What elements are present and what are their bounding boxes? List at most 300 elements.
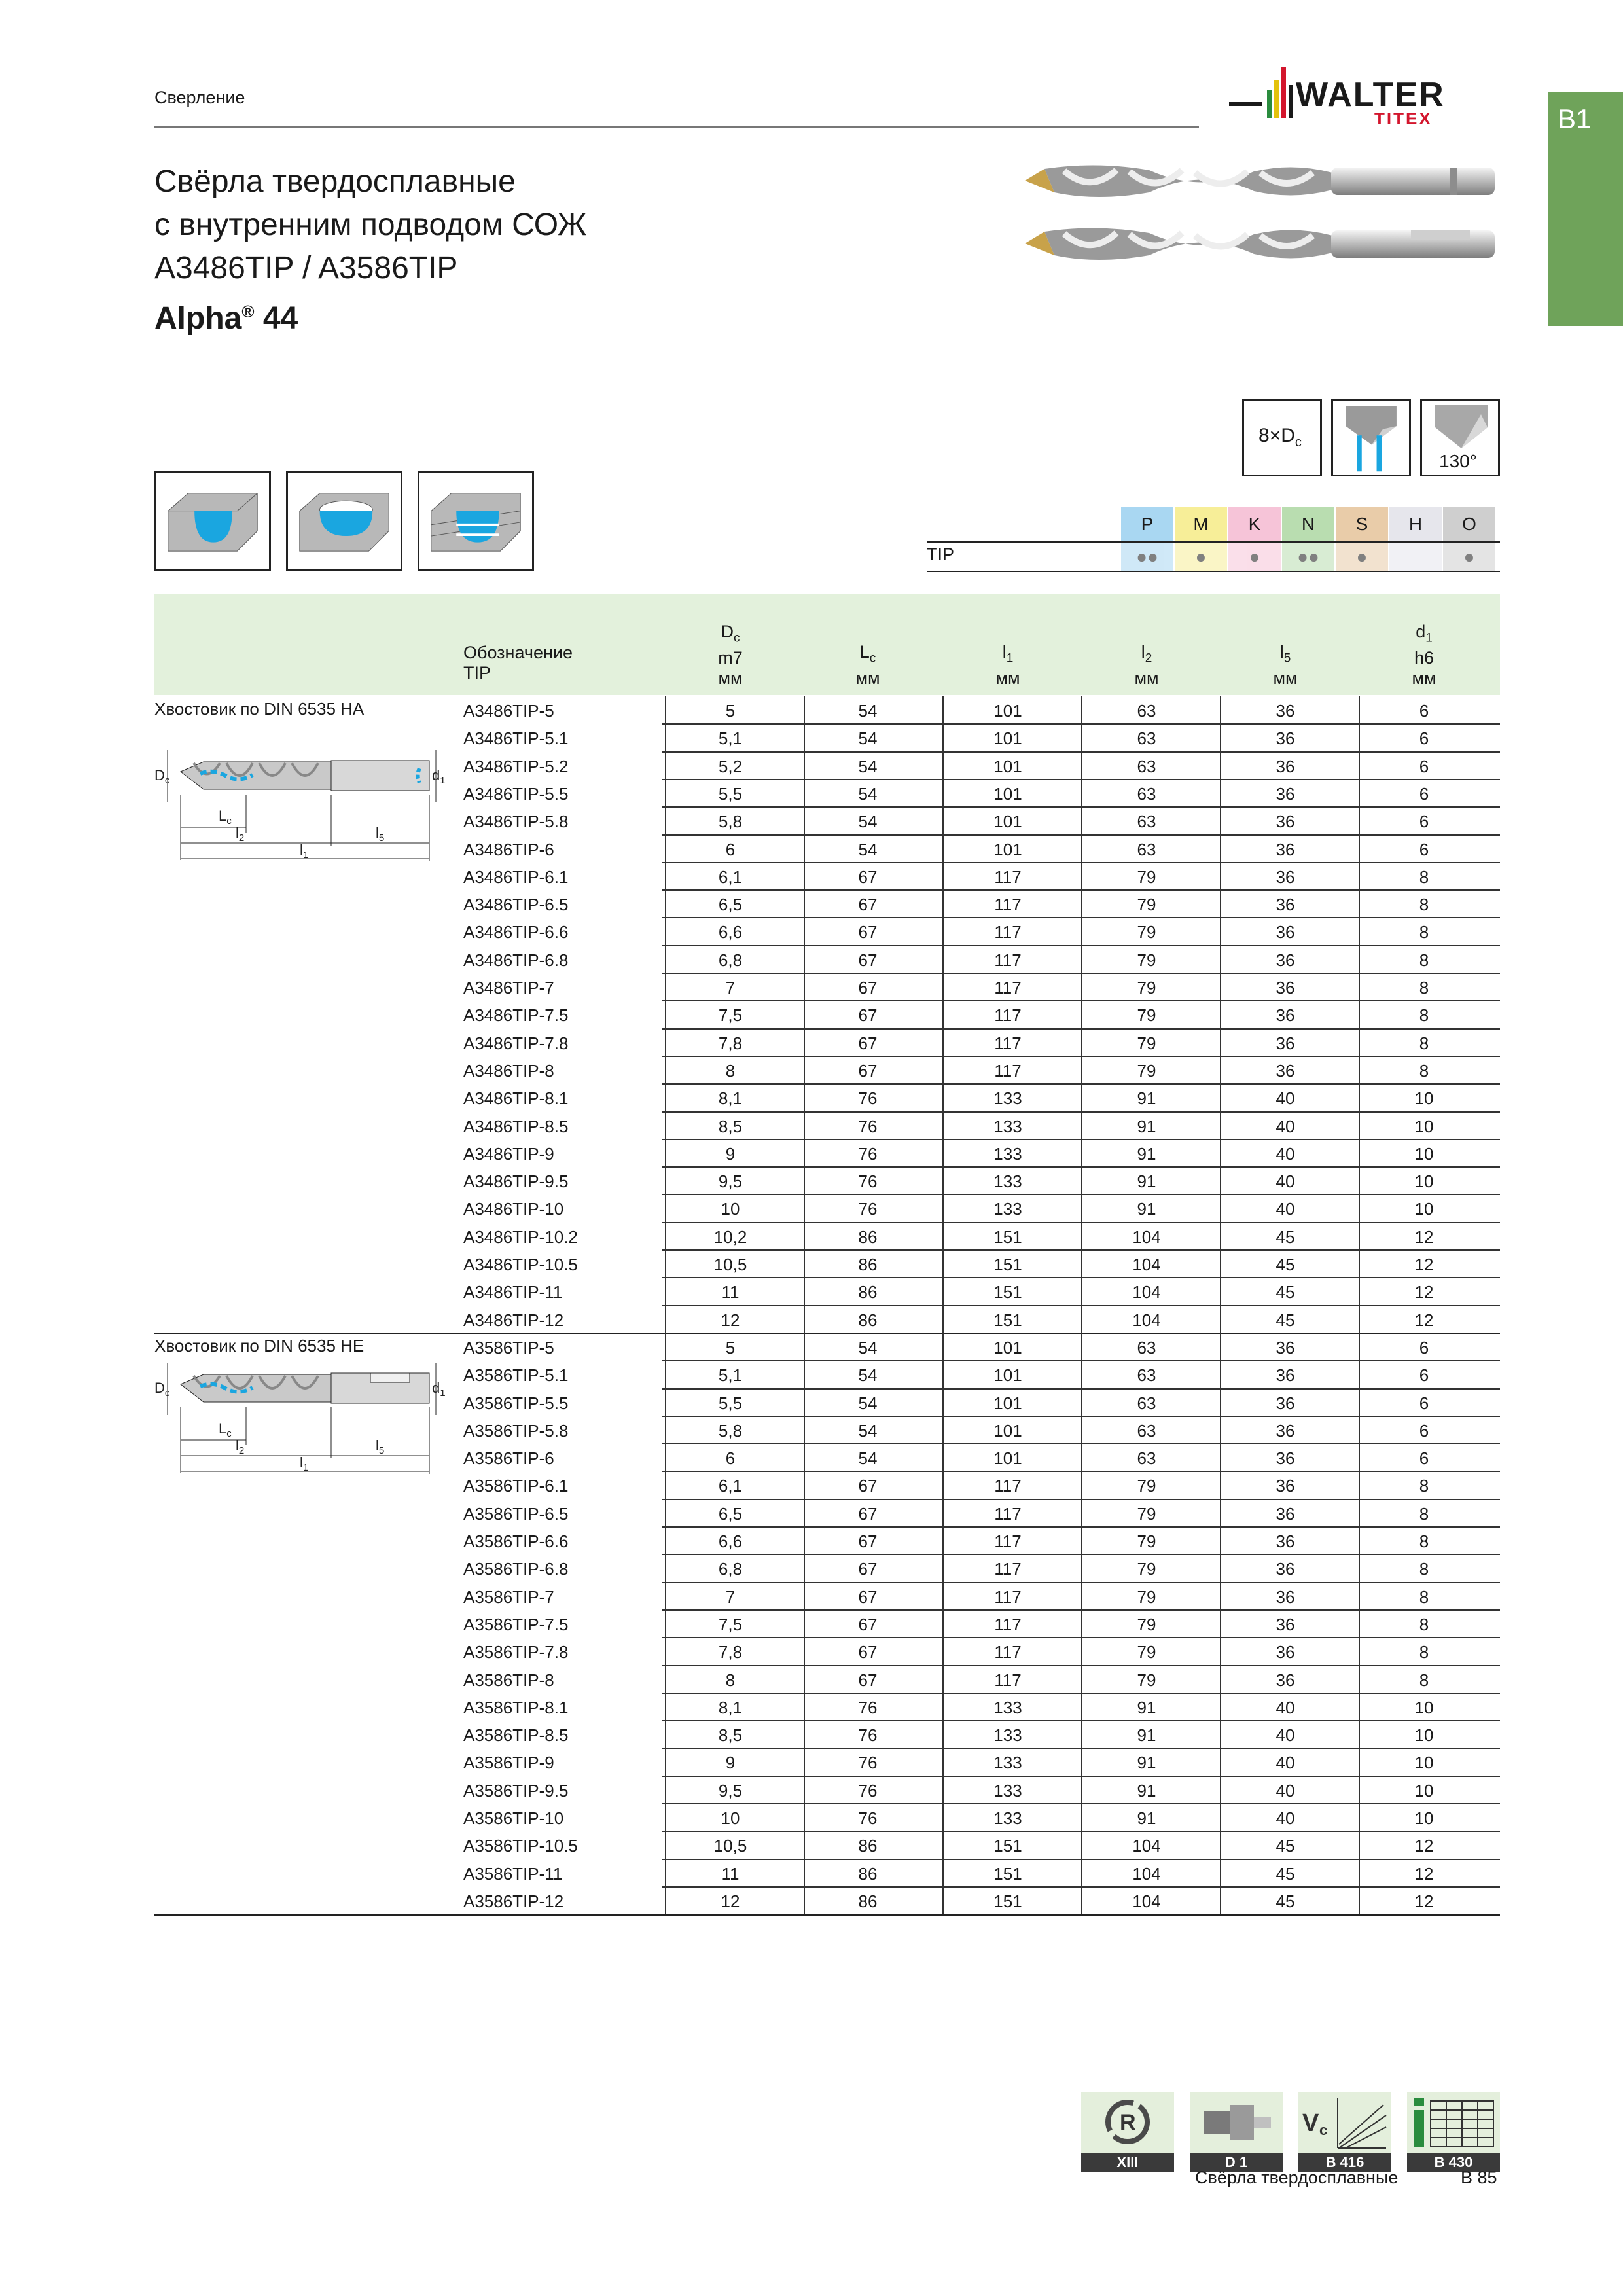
cell-designation: A3586TIP-6.6 <box>463 1532 569 1551</box>
cell-value: 151 <box>993 1227 1022 1247</box>
cell-designation: A3486TIP-5.2 <box>463 756 569 776</box>
col-l1-header: $l_1$ мм <box>995 642 1020 689</box>
column-rule <box>1220 1333 1221 1914</box>
cell-value: 36 <box>1275 1420 1295 1441</box>
table-header <box>154 594 1500 695</box>
cell-value: 54 <box>858 1337 878 1357</box>
cell-value: 40 <box>1275 1808 1295 1828</box>
cell-value: 12 <box>1414 1836 1434 1856</box>
section-label: Сверление <box>154 88 245 107</box>
cell-value: 5,1 <box>718 1365 743 1386</box>
cell-designation: A3586TIP-5 <box>463 1337 554 1357</box>
cell-value: 6 <box>725 839 736 859</box>
cell-designation: A3586TIP-6.8 <box>463 1559 569 1579</box>
cell-designation: A3486TIP-8 <box>463 1060 554 1081</box>
cell-value: 76 <box>858 1780 878 1801</box>
cell-value: 36 <box>1275 1476 1295 1496</box>
cell-value: 67 <box>858 895 878 915</box>
cell-value: 91 <box>1137 1697 1156 1717</box>
dimension-diagram-he <box>154 1361 449 1499</box>
cell-designation: A3586TIP-7 <box>463 1587 554 1607</box>
column-rule <box>1220 696 1221 1333</box>
svg-text:l2: $l_2$ <box>236 1437 245 1456</box>
material-row-label: TIP <box>927 545 955 564</box>
svg-text:Dc: $D_c$ <box>154 1380 170 1399</box>
cell-value: 36 <box>1275 756 1295 776</box>
cell-value: 76 <box>858 1808 878 1828</box>
tool-holder-link[interactable]: D 1 <box>1190 2092 1283 2172</box>
cell-value: 91 <box>1137 1143 1156 1164</box>
table-row <box>154 973 1500 1001</box>
cell-value: 104 <box>1132 1227 1161 1247</box>
column-rule <box>1081 1333 1082 1914</box>
cell-value: 63 <box>1137 728 1156 749</box>
cell-value: 63 <box>1137 812 1156 832</box>
cell-value: 63 <box>1137 1448 1156 1469</box>
table-row <box>154 1029 1500 1056</box>
cell-designation: A3586TIP-6.5 <box>463 1503 569 1524</box>
table-row <box>154 1638 1500 1665</box>
cell-value: 36 <box>1275 839 1295 859</box>
cell-value: 101 <box>993 756 1022 776</box>
cell-value: 117 <box>994 895 1022 915</box>
table-row <box>154 1167 1500 1194</box>
cell-value: 79 <box>1137 950 1156 970</box>
cell-value: 40 <box>1275 1725 1295 1746</box>
cell-value: 45 <box>1275 1863 1295 1884</box>
table-row <box>154 1831 1500 1859</box>
info-table-icon <box>1407 2092 1500 2153</box>
regrind-icon <box>1081 2092 1174 2153</box>
cell-value: 101 <box>993 1365 1022 1386</box>
cell-value: 6 <box>1419 1448 1429 1469</box>
cell-value: 5,5 <box>718 783 743 804</box>
cell-value: 8 <box>1419 895 1429 915</box>
col-d1-header: $d_1$ h6 мм <box>1412 622 1436 689</box>
cell-value: 8 <box>1419 1503 1429 1524</box>
cell-value: 10 <box>1414 1116 1434 1136</box>
cell-designation: A3486TIP-10 <box>463 1199 564 1219</box>
cell-value: 67 <box>858 1559 878 1579</box>
cell-value: 63 <box>1137 756 1156 776</box>
column-rule <box>665 696 666 1333</box>
cell-value: 133 <box>993 1088 1022 1109</box>
cell-value: 45 <box>1275 1891 1295 1911</box>
cell-value: 6 <box>1419 1420 1429 1441</box>
material-group-h: H <box>1389 507 1442 541</box>
cell-value: 6 <box>1419 728 1429 749</box>
cell-value: 10 <box>1414 1088 1434 1109</box>
cell-value: 7,8 <box>718 1033 743 1053</box>
table-row <box>154 1223 1500 1250</box>
cell-value: 86 <box>858 1255 878 1274</box>
cell-value: 10 <box>1414 1199 1434 1219</box>
cell-value: 117 <box>994 1060 1022 1081</box>
cell-designation: A3486TIP-6.6 <box>463 922 569 942</box>
cell-value: 63 <box>1137 701 1156 721</box>
cell-value: 76 <box>858 1116 878 1136</box>
cell-value: 6 <box>1419 839 1429 859</box>
cell-value: 8 <box>725 1060 736 1081</box>
cell-value: 91 <box>1137 1808 1156 1828</box>
cell-value: 12 <box>721 1310 740 1330</box>
cell-value: 8,1 <box>718 1088 743 1109</box>
cell-designation: A3486TIP-11 <box>463 1282 563 1302</box>
column-rule <box>804 1333 805 1914</box>
svg-text:d1: $d_1$ <box>432 1380 446 1399</box>
cell-value: 91 <box>1137 1725 1156 1746</box>
cell-value: 7,8 <box>718 1642 743 1662</box>
svg-text:WALTER: WALTER <box>1296 76 1445 114</box>
cell-value: 40 <box>1275 1088 1295 1109</box>
cell-value: 101 <box>993 812 1022 832</box>
cell-value: 117 <box>994 1642 1022 1662</box>
cell-value: 86 <box>858 1863 878 1884</box>
cell-value: 104 <box>1132 1891 1161 1911</box>
cell-designation: A3486TIP-10.2 <box>463 1227 578 1247</box>
table-row <box>154 1194 1500 1222</box>
cell-value: 40 <box>1275 1116 1295 1136</box>
title-line-2: с внутренним подводом СОЖ <box>154 207 587 242</box>
svg-text:d1: $d_1$ <box>432 767 446 786</box>
col-l2-header: $l_2$ мм <box>1134 642 1159 689</box>
table-row <box>154 696 1500 724</box>
cell-value: 104 <box>1132 1255 1161 1274</box>
cell-value: 117 <box>994 922 1022 942</box>
cell-value: 6 <box>1419 701 1429 721</box>
svg-text:l2: $l_2$ <box>236 825 245 844</box>
cell-value: 91 <box>1137 1753 1156 1773</box>
cell-value: 6,6 <box>718 922 743 942</box>
cell-value: 36 <box>1275 1393 1295 1413</box>
cell-value: 63 <box>1137 1393 1156 1413</box>
material-group-s: S <box>1336 507 1388 541</box>
col-l5-header: $l_5$ мм <box>1273 642 1298 689</box>
table-row <box>154 1001 1500 1028</box>
cell-value: 86 <box>858 1836 878 1856</box>
cell-value: 117 <box>994 867 1022 887</box>
cell-value: 40 <box>1275 1697 1295 1717</box>
cell-value: 36 <box>1275 1559 1295 1579</box>
cell-value: 86 <box>858 1227 878 1247</box>
cell-value: 8,5 <box>718 1116 743 1136</box>
cell-designation: A3486TIP-6 <box>463 839 554 859</box>
svg-text:V: V <box>1302 2109 1319 2137</box>
cell-value: 91 <box>1137 1199 1156 1219</box>
cell-value: 10 <box>721 1199 740 1219</box>
cell-value: 9 <box>725 1753 736 1773</box>
cell-value: 5 <box>725 701 736 721</box>
cell-value: 79 <box>1137 895 1156 915</box>
material-suitability-o: ● <box>1443 543 1495 571</box>
material-suitability-p: ●● <box>1121 543 1173 571</box>
svg-text:R: R <box>1120 2110 1136 2135</box>
shank-group-label: Хвостовик по DIN 6535 HE <box>154 1335 365 1355</box>
length-ratio-badge: $8\times D_c$ <box>1242 399 1322 476</box>
cell-value: 36 <box>1275 812 1295 832</box>
cell-designation: A3486TIP-6.1 <box>463 867 569 887</box>
cell-value: 67 <box>858 1670 878 1690</box>
cell-designation: A3486TIP-5.5 <box>463 783 569 804</box>
cell-value: 133 <box>993 1199 1022 1219</box>
cell-value: 117 <box>994 1670 1022 1690</box>
cell-value: 8 <box>1419 1033 1429 1053</box>
cell-value: 8 <box>1419 1005 1429 1026</box>
cell-value: 9 <box>725 1143 736 1164</box>
column-rule <box>942 1333 944 1914</box>
cell-value: 79 <box>1137 1476 1156 1496</box>
svg-text:Lc: $L_c$ <box>219 808 232 827</box>
cell-value: 151 <box>993 1255 1022 1274</box>
material-group-m: M <box>1175 507 1227 541</box>
cell-value: 117 <box>994 1005 1022 1026</box>
cell-value: 6,5 <box>718 895 743 915</box>
table-row <box>154 1776 1500 1804</box>
cell-value: 63 <box>1137 1365 1156 1386</box>
cell-designation: A3486TIP-6.5 <box>463 895 569 915</box>
cell-value: 6,6 <box>718 1532 743 1551</box>
cell-value: 12 <box>1414 1227 1434 1247</box>
cell-value: 36 <box>1275 1503 1295 1524</box>
title-line-1: Свёрла твердосплавные <box>154 164 516 199</box>
cell-designation: A3586TIP-5.5 <box>463 1393 569 1413</box>
column-rule <box>942 696 944 1333</box>
svg-text:Lc: $L_c$ <box>219 1420 232 1439</box>
cell-value: 86 <box>858 1310 878 1330</box>
cell-value: 117 <box>994 1033 1022 1053</box>
cell-value: 79 <box>1137 1033 1156 1053</box>
walter-titex-logo <box>1229 60 1504 132</box>
cell-value: 91 <box>1137 1172 1156 1192</box>
cell-designation: A3586TIP-10.5 <box>463 1836 578 1856</box>
col-lc-header: $L_c$ мм <box>855 642 880 689</box>
cell-value: 8 <box>725 1670 736 1690</box>
cell-value: 67 <box>858 1587 878 1607</box>
cell-value: 79 <box>1137 867 1156 887</box>
material-group-p: P <box>1121 507 1173 541</box>
cell-value: 151 <box>993 1282 1022 1302</box>
cell-value: 76 <box>858 1143 878 1164</box>
cell-value: 36 <box>1275 950 1295 970</box>
cell-value: 133 <box>993 1143 1022 1164</box>
cell-value: 10 <box>1414 1808 1434 1828</box>
cell-value: 54 <box>858 839 878 859</box>
cell-value: 36 <box>1275 1005 1295 1026</box>
cell-value: 117 <box>994 1476 1022 1496</box>
cell-value: 63 <box>1137 1337 1156 1357</box>
cell-value: 40 <box>1275 1143 1295 1164</box>
cell-value: 101 <box>993 1393 1022 1413</box>
cell-value: 10,5 <box>713 1836 747 1856</box>
cell-value: 36 <box>1275 895 1295 915</box>
cell-value: 8 <box>1419 922 1429 942</box>
cell-value: 36 <box>1275 1642 1295 1662</box>
svg-text:l5: $l_5$ <box>376 825 385 844</box>
cell-value: 7 <box>725 978 736 997</box>
svg-text:c: c <box>1319 2122 1328 2138</box>
internal-coolant-icon <box>1331 399 1411 476</box>
table-row <box>154 1084 1500 1111</box>
cell-value: 76 <box>858 1199 878 1219</box>
cell-value: 117 <box>994 1503 1022 1524</box>
cell-designation: A3486TIP-7.8 <box>463 1033 569 1053</box>
cell-value: 6 <box>1419 783 1429 804</box>
cell-value: 91 <box>1137 1088 1156 1109</box>
cell-designation: A3486TIP-8.5 <box>463 1116 569 1136</box>
cell-value: 63 <box>1137 839 1156 859</box>
info-table-link[interactable]: B 430 <box>1407 2092 1500 2172</box>
table-row <box>154 1666 1500 1693</box>
column-rule <box>804 696 805 1333</box>
cell-value: 7 <box>725 1587 736 1607</box>
cell-value: 133 <box>993 1172 1022 1192</box>
table-row <box>154 1527 1500 1554</box>
cell-value: 36 <box>1275 783 1295 804</box>
cell-value: 40 <box>1275 1780 1295 1801</box>
cell-designation: A3586TIP-10 <box>463 1808 564 1828</box>
cell-value: 54 <box>858 812 878 832</box>
cell-value: 54 <box>858 728 878 749</box>
cell-value: 12 <box>1414 1891 1434 1911</box>
cell-value: 10 <box>1414 1725 1434 1746</box>
title-line-3: A3486TIP / A3586TIP <box>154 251 458 285</box>
cell-value: 11 <box>721 1282 740 1302</box>
material-group-o: O <box>1443 507 1495 541</box>
cell-value: 36 <box>1275 1532 1295 1551</box>
stacked-plates-icon <box>418 471 534 571</box>
cutting-data-link[interactable]: V c B 416 <box>1298 2092 1391 2172</box>
cell-value: 67 <box>858 1005 878 1026</box>
cell-value: 104 <box>1132 1863 1161 1884</box>
cell-value: 101 <box>993 1337 1022 1357</box>
table-row <box>154 1693 1500 1721</box>
cell-value: 133 <box>993 1697 1022 1717</box>
cell-value: 36 <box>1275 867 1295 887</box>
cell-value: 5,8 <box>718 812 743 832</box>
svg-text:TITEX: TITEX <box>1374 109 1433 128</box>
shank-group-label: Хвостовик по DIN 6535 HA <box>154 699 365 719</box>
cell-value: 67 <box>858 978 878 997</box>
cell-value: 91 <box>1137 1780 1156 1801</box>
column-rule <box>1359 696 1360 1333</box>
cell-value: 54 <box>858 701 878 721</box>
table-row <box>154 1333 1500 1361</box>
cell-value: 54 <box>858 1365 878 1386</box>
cell-value: 101 <box>993 1420 1022 1441</box>
cell-designation: A3586TIP-7.5 <box>463 1614 569 1634</box>
cell-designation: A3586TIP-8 <box>463 1670 554 1690</box>
point-angle-icon <box>1422 401 1498 454</box>
cell-value: 8 <box>1419 1670 1429 1690</box>
cell-value: 151 <box>993 1863 1022 1884</box>
cell-value: 79 <box>1137 922 1156 942</box>
cell-value: 79 <box>1137 1614 1156 1634</box>
cell-value: 117 <box>994 1614 1022 1634</box>
cell-value: 36 <box>1275 1060 1295 1081</box>
cell-value: 67 <box>858 1614 878 1634</box>
cell-value: 67 <box>858 1503 878 1524</box>
cell-value: 36 <box>1275 728 1295 749</box>
table-row <box>154 1499 1500 1527</box>
cell-designation: A3486TIP-5.8 <box>463 812 569 832</box>
table-row <box>154 1887 1500 1914</box>
column-rule <box>1081 696 1082 1333</box>
cell-value: 10 <box>721 1808 740 1828</box>
cell-designation: A3586TIP-6.1 <box>463 1476 569 1496</box>
cell-value: 12 <box>1414 1310 1434 1330</box>
cutting-data-icon <box>1298 2092 1391 2153</box>
column-rule <box>665 1333 666 1914</box>
drill-image-ha <box>1018 154 1503 207</box>
cell-designation: A3486TIP-5 <box>463 701 554 721</box>
header-rule <box>154 126 1199 128</box>
regrind-service-link[interactable]: R XIII <box>1081 2092 1174 2172</box>
material-group-k: K <box>1228 507 1281 541</box>
cell-value: 6 <box>1419 1393 1429 1413</box>
cell-value: 76 <box>858 1725 878 1746</box>
cell-value: 67 <box>858 867 878 887</box>
material-suitability-h <box>1389 543 1442 571</box>
cell-value: 79 <box>1137 1670 1156 1690</box>
cell-value: 36 <box>1275 1337 1295 1357</box>
cell-designation: A3486TIP-9 <box>463 1143 554 1164</box>
cell-value: 8 <box>1419 1532 1429 1551</box>
cell-value: 36 <box>1275 1033 1295 1053</box>
cell-value: 45 <box>1275 1255 1295 1274</box>
table-row <box>154 1139 1500 1167</box>
cell-value: 40 <box>1275 1199 1295 1219</box>
cell-value: 40 <box>1275 1172 1295 1192</box>
cell-value: 36 <box>1275 978 1295 997</box>
cell-value: 36 <box>1275 701 1295 721</box>
cell-value: 67 <box>858 1532 878 1551</box>
cell-designation: A3486TIP-6.8 <box>463 950 569 970</box>
cell-value: 8,1 <box>718 1697 743 1717</box>
cell-value: 10 <box>1414 1172 1434 1192</box>
cell-value: 6,1 <box>718 1476 743 1496</box>
cell-value: 36 <box>1275 1587 1295 1607</box>
cell-value: 67 <box>858 1476 878 1496</box>
cell-value: 45 <box>1275 1310 1295 1330</box>
cell-value: 36 <box>1275 922 1295 942</box>
cell-value: 101 <box>993 728 1022 749</box>
cell-value: 5,2 <box>718 756 743 776</box>
cell-value: 67 <box>858 950 878 970</box>
cell-value: 10 <box>1414 1753 1434 1773</box>
cell-value: 5,8 <box>718 1420 743 1441</box>
cell-value: 9,5 <box>718 1172 743 1192</box>
cell-value: 12 <box>721 1891 740 1911</box>
dimension-diagram-ha <box>154 749 449 886</box>
table-row <box>154 1804 1500 1831</box>
cell-designation: A3586TIP-7.8 <box>463 1642 569 1662</box>
cell-value: 117 <box>994 950 1022 970</box>
table-row <box>154 1278 1500 1305</box>
cell-value: 79 <box>1137 1503 1156 1524</box>
cell-value: 6 <box>1419 1337 1429 1357</box>
cell-value: 79 <box>1137 1559 1156 1579</box>
svg-text:l5: $l_5$ <box>376 1437 385 1456</box>
cell-value: 133 <box>993 1780 1022 1801</box>
page-number: B 85 <box>1461 2168 1497 2187</box>
cell-value: 8 <box>1419 978 1429 997</box>
cell-value: 8 <box>1419 1614 1429 1634</box>
through-hole-icon <box>286 471 402 571</box>
drill-image-he <box>1018 217 1503 270</box>
cell-value: 7,5 <box>718 1005 743 1026</box>
cell-value: 79 <box>1137 1642 1156 1662</box>
cell-value: 79 <box>1137 978 1156 997</box>
